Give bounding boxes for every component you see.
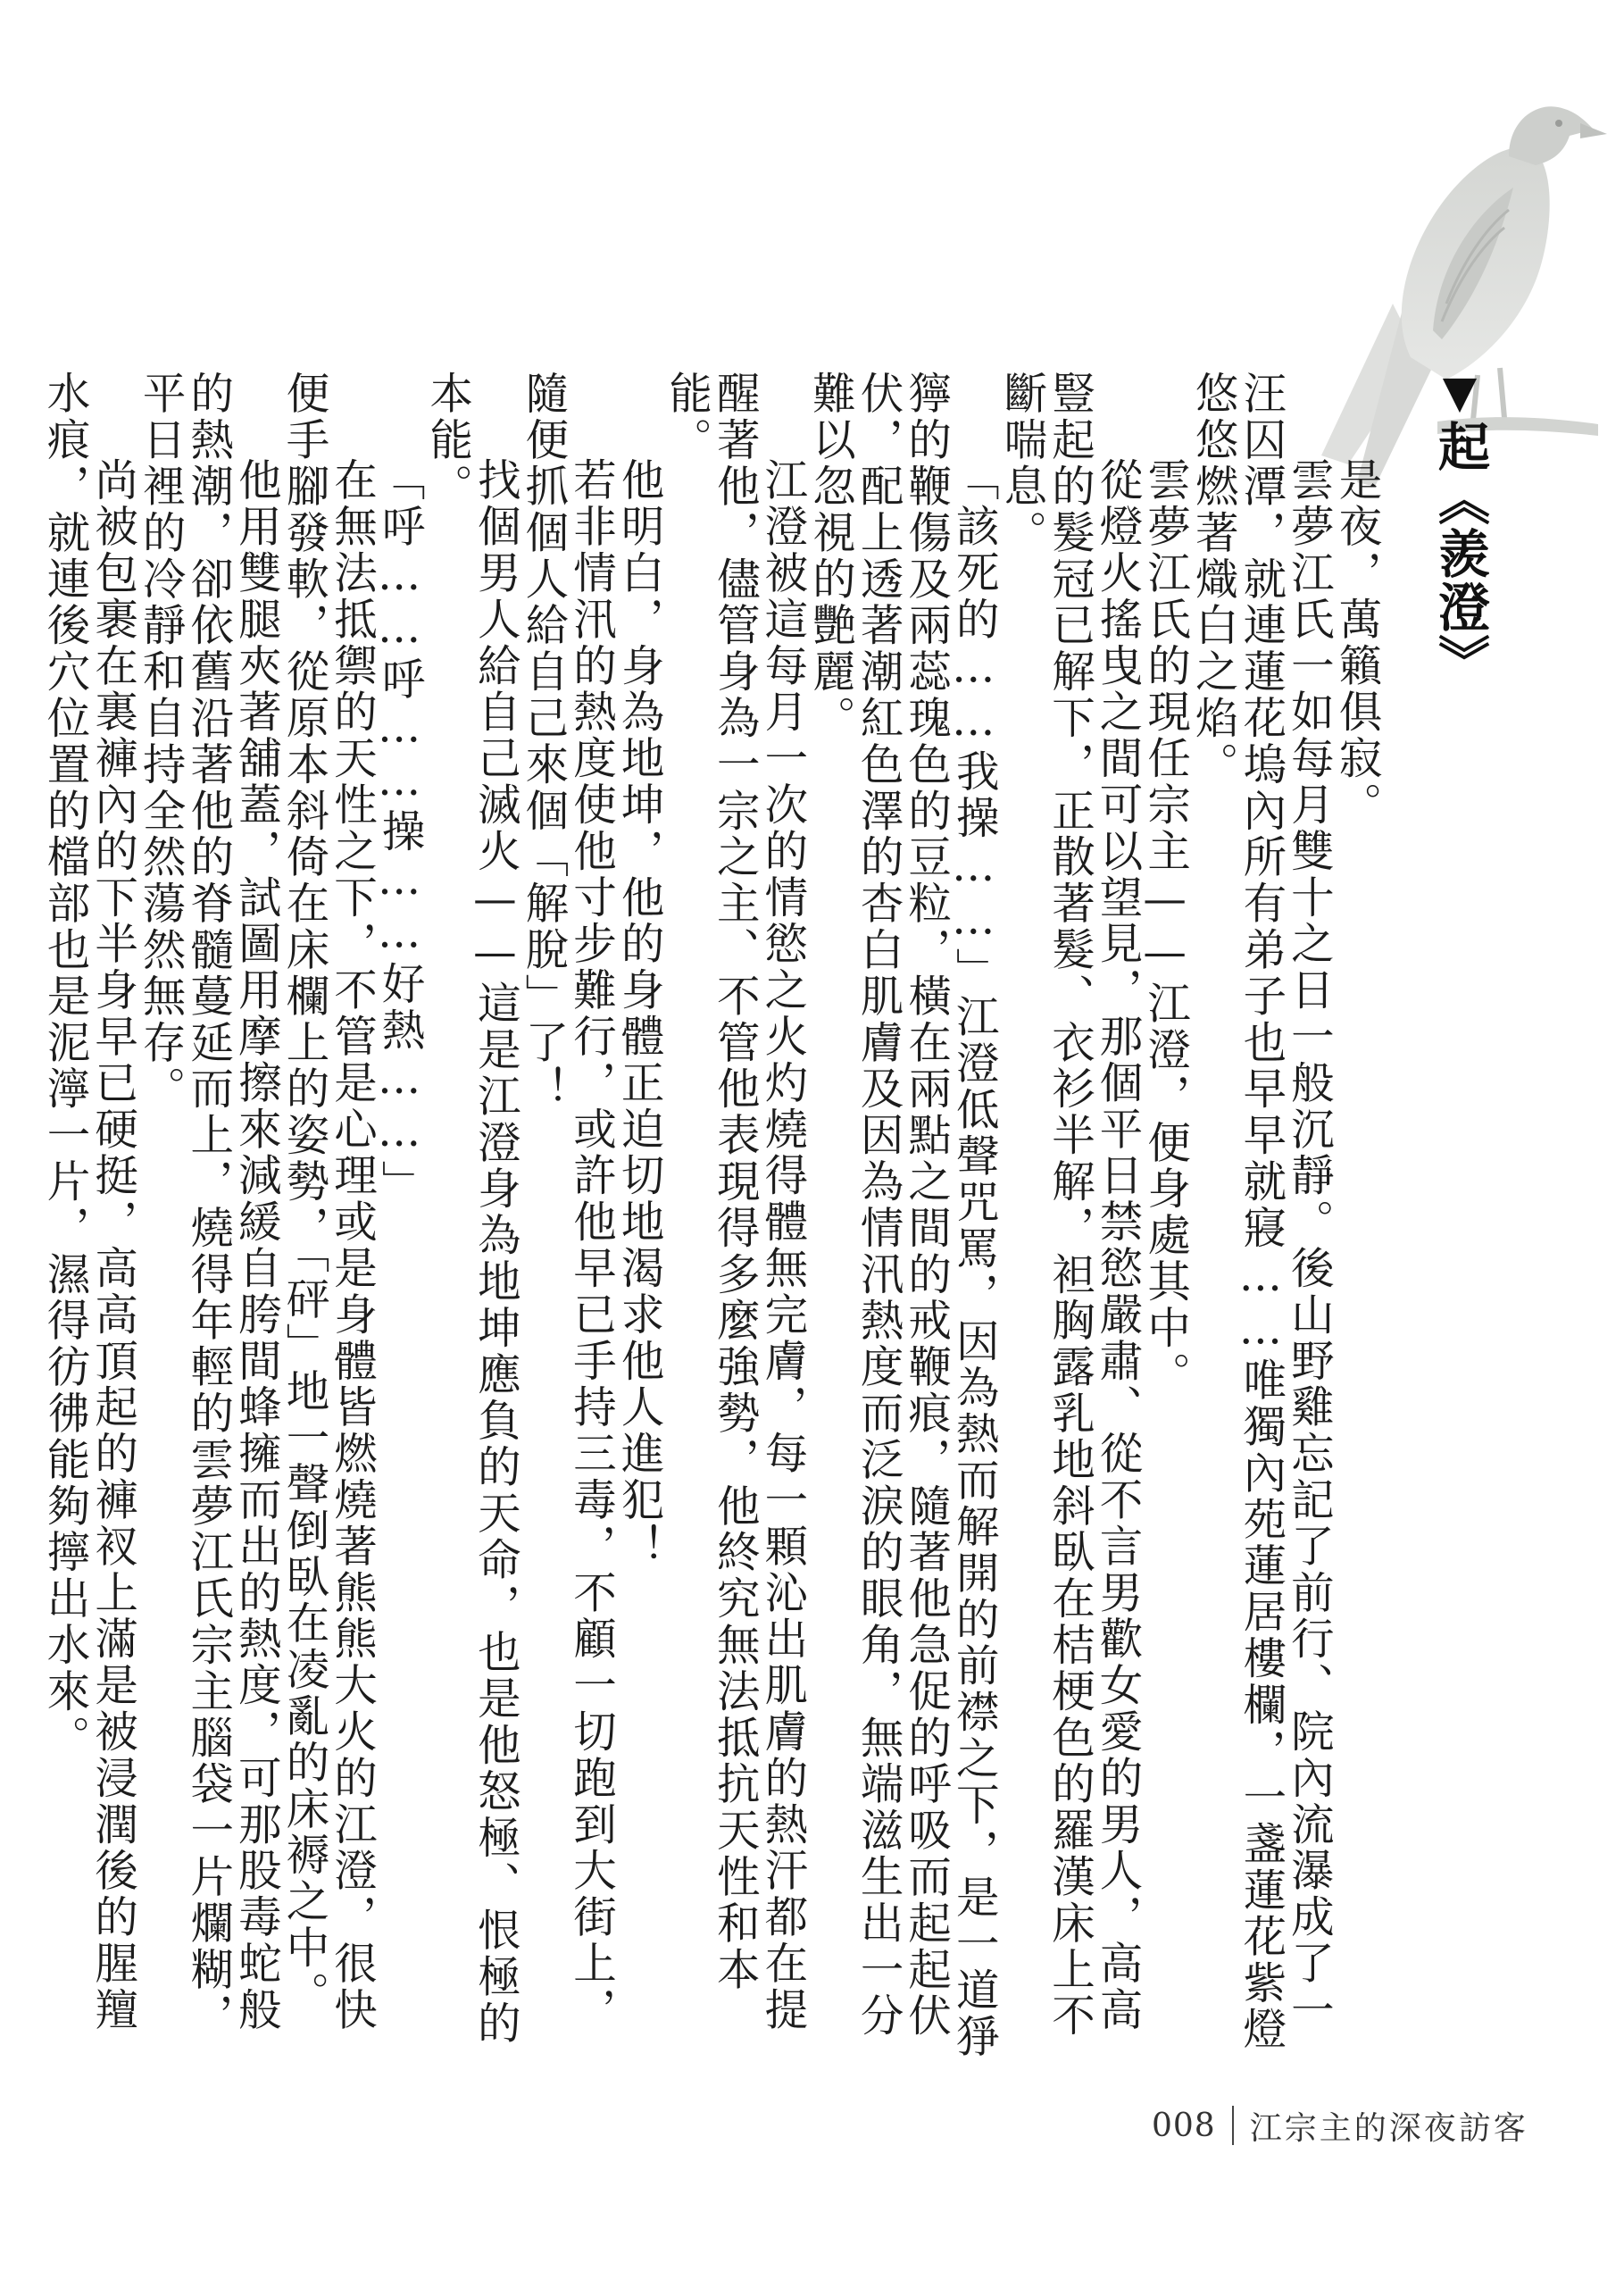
body-text: [38, 371, 1381, 2076]
paragraph: 從燈火搖曳之間可以望見，那個平日禁慾嚴肅、從不言男歡女愛的男人，高高豎起的髮冠已解下，正散著髮、衣衫半解，袒胸露乳地斜臥在桔梗色的羅漢床上不斷喘息。: [995, 371, 1143, 2040]
paragraph: 雲夢江氏的現任宗主——江澄，便身處其中。: [1139, 457, 1190, 1398]
paragraph: 江澄被這每月一次的情慾之火灼燒得體無完膚，每一顆沁出肌膚的熱汗都在提醒著他，儘管身為一宗之主、不管他表現得多麼強勢，他終究無法抵抗天性和本能。: [661, 371, 807, 2033]
paragraph: 「呼……呼……操……好熱……」: [374, 457, 425, 1206]
page-number: 008: [1152, 2107, 1216, 2144]
page-footer: [1152, 2099, 1536, 2152]
chapter-title: 起《羨澄》: [1429, 420, 1490, 688]
paragraph: 他用雙腿夾著舖蓋，試圖用摩擦來減緩自胯間蜂擁而出的熱度，可那股毒蛇般的熱潮，卻依舊沿著他的脊髓蔓延而上，燒得年輕的雲夢江氏宗主腦袋一片爛糊，平日裡的冷靜和自持全然蕩然無存。: [135, 371, 281, 2040]
paragraph: 找個男人給自己滅火——這是江澄身為地坤應負的天命，也是他怒極、恨極的本能。: [421, 371, 521, 2047]
paragraph: 在無法抵禦的天性之下，不管是心理或是身體皆燃燒著熊熊大火的江澄，很快便手腳發軟，從原本斜倚在床欄上的姿勢，「砰」地一聲倒臥在凌亂的床褥之中。: [278, 371, 377, 2033]
paragraph: 「該死的……我操……」江澄低聲咒罵，因為熱而解開的前襟之下，是一道猙獰的鞭傷及兩蕊瑰色的豆粒，橫在兩點之間的戒鞭痕，隨著他急促的呼吸而起起伏伏，配上透著潮紅色澤的杏白肌膚及因為情汛熱度而泛淚的眼角，無端滋生出一分難以忽視的艷麗。: [804, 371, 999, 2060]
paragraph: 他明白，身為地坤，他的身體正迫切地渴求他人進犯！: [613, 457, 664, 1570]
paragraph: 若非情汛的熱度使他寸步難行，或許他早已手持三毒，不顧一切跑到大街上，隨便抓個人給自己來個「解脫」了！: [517, 371, 616, 2033]
paragraph: 是夜，萬籟俱寂。: [1331, 457, 1381, 829]
paragraph: 尚被包裹在裏褲內的下半身早已硬挺，高高頂起的褲衩上滿是被浸潤後的腥羶水痕，就連後穴位置的檔部也是泥濘一片，濕得彷彿能夠擰出水來。: [38, 371, 137, 2033]
chapter-heading: [1420, 366, 1500, 741]
paragraph: 雲夢江氏一如每月雙十之日一般沉靜。後山野雞忘記了前行、院內流瀑成了一汪囚潭，就連蓮花塢內所有弟子也早早就寢……唯獨內苑蓮居樓欄，一盞蓮花紫燈悠悠燃著熾白之焰。: [1187, 371, 1334, 2053]
book-title: 江宗主的深夜訪客: [1249, 2109, 1528, 2147]
footer-divider: [1232, 2106, 1234, 2145]
triangle-down-icon: ▼: [1434, 366, 1486, 420]
